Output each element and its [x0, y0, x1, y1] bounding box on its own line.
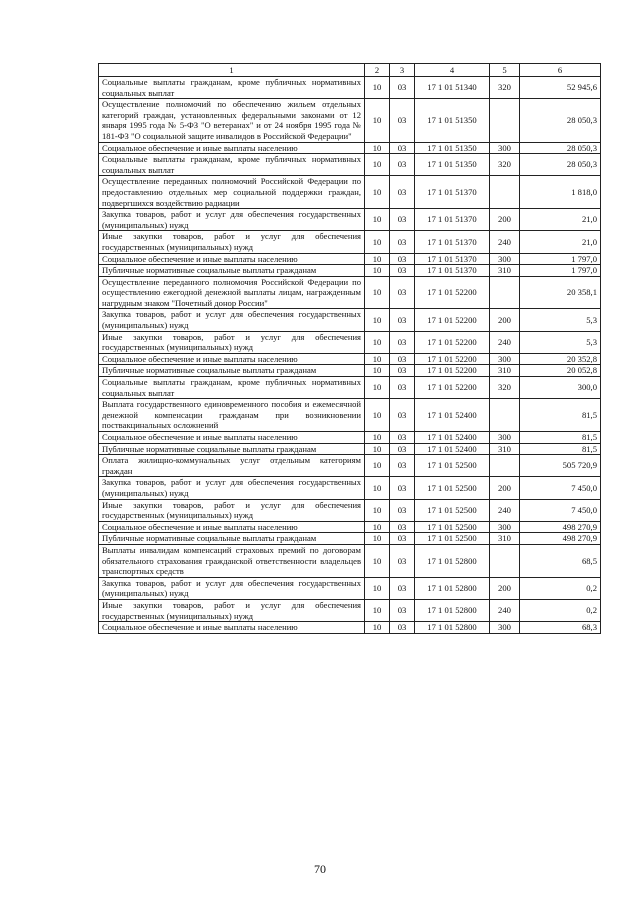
row-target-article: 17 1 01 52400 [415, 432, 490, 444]
header-row [99, 64, 601, 77]
row-subsection: 03 [390, 399, 415, 432]
row-target-article: 17 1 01 52200 [415, 377, 490, 399]
row-target-article: 17 1 01 52500 [415, 533, 490, 545]
table-row [99, 544, 601, 577]
table-header [99, 64, 601, 77]
table-row [99, 353, 601, 365]
row-name: Закупка товаров, работ и услуг для обеспечения государственных (муниципальных) нужд [99, 477, 365, 499]
row-target-article: 17 1 01 52500 [415, 455, 490, 477]
row-name: Социальное обеспечение и иные выплаты населению [99, 353, 365, 365]
row-target-article: 17 1 01 52200 [415, 309, 490, 331]
row-subsection: 03 [390, 365, 415, 377]
row-amount: 7 450,0 [520, 477, 601, 499]
table-row [99, 477, 601, 499]
row-amount: 21,0 [520, 209, 601, 231]
row-target-article: 17 1 01 51370 [415, 253, 490, 265]
table-row [99, 154, 601, 176]
table-row [99, 622, 601, 634]
table-row [99, 209, 601, 231]
row-expense-type [490, 544, 520, 577]
row-amount: 7 450,0 [520, 499, 601, 521]
header-col-section: 2 [365, 64, 390, 77]
header-col-name: 1 [99, 64, 365, 77]
row-subsection: 03 [390, 276, 415, 309]
table-row [99, 142, 601, 154]
row-section: 10 [365, 599, 390, 621]
row-name: Закупка товаров, работ и услуг для обеспечения государственных (муниципальных) нужд [99, 309, 365, 331]
table-row [99, 231, 601, 253]
row-subsection: 03 [390, 432, 415, 444]
row-subsection: 03 [390, 577, 415, 599]
row-amount: 5,3 [520, 331, 601, 353]
table-row [99, 443, 601, 455]
table-row [99, 533, 601, 545]
row-target-article: 17 1 01 52800 [415, 599, 490, 621]
row-name: Закупка товаров, работ и услуг для обеспечения государственных (муниципальных) нужд [99, 209, 365, 231]
row-amount: 52 945,6 [520, 77, 601, 99]
row-target-article: 17 1 01 52500 [415, 499, 490, 521]
row-target-article: 17 1 01 51340 [415, 77, 490, 99]
row-section: 10 [365, 99, 390, 142]
row-name: Социальное обеспечение и иные выплаты населению [99, 142, 365, 154]
row-subsection: 03 [390, 265, 415, 277]
table-row [99, 399, 601, 432]
row-section: 10 [365, 432, 390, 444]
row-expense-type: 310 [490, 533, 520, 545]
row-section: 10 [365, 365, 390, 377]
row-target-article: 17 1 01 51370 [415, 176, 490, 209]
budget-table [98, 63, 601, 634]
table-row [99, 253, 601, 265]
row-name: Социальное обеспечение и иные выплаты населению [99, 432, 365, 444]
row-name: Выплаты инвалидам компенсаций страховых премий по договорам обязательного страхования гражданской ответственности владельцев транспортных средств [99, 544, 365, 577]
row-section: 10 [365, 477, 390, 499]
row-name: Осуществление переданного полномочия Российской Федерации по осуществлению ежегодной денежной выплаты лицам, награжденным нагрудным знаком "Почетный донор России" [99, 276, 365, 309]
row-expense-type: 240 [490, 331, 520, 353]
row-name: Выплата государственного единовременного пособия и ежемесячной денежной компенсации гражданам при возникновении поствакцинальных осложнений [99, 399, 365, 432]
row-subsection: 03 [390, 622, 415, 634]
row-expense-type: 300 [490, 432, 520, 444]
row-target-article: 17 1 01 52800 [415, 622, 490, 634]
row-target-article: 17 1 01 51370 [415, 209, 490, 231]
table-row [99, 432, 601, 444]
row-subsection: 03 [390, 231, 415, 253]
row-target-article: 17 1 01 51370 [415, 231, 490, 253]
row-subsection: 03 [390, 331, 415, 353]
row-amount: 1 797,0 [520, 265, 601, 277]
table-row [99, 455, 601, 477]
row-target-article: 17 1 01 51370 [415, 265, 490, 277]
row-expense-type: 300 [490, 622, 520, 634]
row-subsection: 03 [390, 142, 415, 154]
row-amount: 20 358,1 [520, 276, 601, 309]
row-amount: 1 797,0 [520, 253, 601, 265]
row-target-article: 17 1 01 52200 [415, 365, 490, 377]
row-name: Иные закупки товаров, работ и услуг для обеспечения государственных (муниципальных) нужд [99, 231, 365, 253]
row-section: 10 [365, 176, 390, 209]
table-body [99, 77, 601, 634]
row-subsection: 03 [390, 309, 415, 331]
row-section: 10 [365, 231, 390, 253]
row-expense-type: 300 [490, 253, 520, 265]
header-col-expense-type: 5 [490, 64, 520, 77]
table-row [99, 309, 601, 331]
row-target-article: 17 1 01 51350 [415, 142, 490, 154]
row-section: 10 [365, 142, 390, 154]
row-expense-type: 310 [490, 265, 520, 277]
row-amount: 81,5 [520, 443, 601, 455]
row-subsection: 03 [390, 377, 415, 399]
row-amount: 1 818,0 [520, 176, 601, 209]
row-name: Осуществление полномочий по обеспечению жильем отдельных категорий граждан, установленных федеральными законами от 12 января 1995 года № 5-ФЗ "О ветеранах" и от 24 ноября 1995 года № 181-ФЗ "О социальной защите инвалидов в Российской Федерации" [99, 99, 365, 142]
row-amount: 28 050,3 [520, 154, 601, 176]
row-section: 10 [365, 209, 390, 231]
row-amount: 21,0 [520, 231, 601, 253]
row-section: 10 [365, 399, 390, 432]
row-target-article: 17 1 01 52200 [415, 331, 490, 353]
row-section: 10 [365, 377, 390, 399]
row-section: 10 [365, 455, 390, 477]
row-expense-type: 200 [490, 577, 520, 599]
row-expense-type: 200 [490, 477, 520, 499]
row-amount: 28 050,3 [520, 99, 601, 142]
row-amount: 28 050,3 [520, 142, 601, 154]
row-subsection: 03 [390, 477, 415, 499]
row-name: Публичные нормативные социальные выплаты гражданам [99, 533, 365, 545]
row-section: 10 [365, 309, 390, 331]
row-name: Оплата жилищно-коммунальных услуг отдельным категориям граждан [99, 455, 365, 477]
row-target-article: 17 1 01 52500 [415, 521, 490, 533]
row-expense-type: 240 [490, 231, 520, 253]
table-row [99, 599, 601, 621]
row-expense-type: 240 [490, 599, 520, 621]
row-section: 10 [365, 544, 390, 577]
row-name: Закупка товаров, работ и услуг для обеспечения государственных (муниципальных) нужд [99, 577, 365, 599]
row-amount: 5,3 [520, 309, 601, 331]
row-target-article: 17 1 01 52400 [415, 399, 490, 432]
row-expense-type [490, 276, 520, 309]
row-amount: 498 270,9 [520, 521, 601, 533]
row-name: Социальное обеспечение и иные выплаты населению [99, 622, 365, 634]
row-name: Иные закупки товаров, работ и услуг для обеспечения государственных (муниципальных) нужд [99, 499, 365, 521]
header-col-amount: 6 [520, 64, 601, 77]
row-amount: 20 352,8 [520, 353, 601, 365]
row-expense-type: 200 [490, 209, 520, 231]
row-name: Публичные нормативные социальные выплаты гражданам [99, 443, 365, 455]
row-target-article: 17 1 01 52800 [415, 577, 490, 599]
row-target-article: 17 1 01 52500 [415, 477, 490, 499]
row-expense-type [490, 99, 520, 142]
header-col-subsection: 3 [390, 64, 415, 77]
page-number: 70 [314, 862, 326, 876]
row-name: Осуществление переданных полномочий Российской Федерации по предоставлению отдельных мер социальной поддержки граждан, подвергшихся воздействию радиации [99, 176, 365, 209]
header-col-target-article: 4 [415, 64, 490, 77]
row-section: 10 [365, 77, 390, 99]
table-row [99, 77, 601, 99]
row-name: Иные закупки товаров, работ и услуг для обеспечения государственных (муниципальных) нужд [99, 599, 365, 621]
row-expense-type: 320 [490, 77, 520, 99]
row-target-article: 17 1 01 52400 [415, 443, 490, 455]
row-expense-type: 310 [490, 443, 520, 455]
row-section: 10 [365, 521, 390, 533]
row-amount: 81,5 [520, 399, 601, 432]
row-target-article: 17 1 01 52200 [415, 353, 490, 365]
row-subsection: 03 [390, 154, 415, 176]
row-target-article: 17 1 01 52200 [415, 276, 490, 309]
row-expense-type: 300 [490, 142, 520, 154]
row-name: Иные закупки товаров, работ и услуг для обеспечения государственных (муниципальных) нужд [99, 331, 365, 353]
row-name: Социальные выплаты гражданам, кроме публичных нормативных социальных выплат [99, 377, 365, 399]
row-section: 10 [365, 154, 390, 176]
row-amount: 0,2 [520, 577, 601, 599]
row-subsection: 03 [390, 209, 415, 231]
row-amount: 300,0 [520, 377, 601, 399]
row-amount: 68,3 [520, 622, 601, 634]
row-expense-type: 300 [490, 353, 520, 365]
row-target-article: 17 1 01 51350 [415, 154, 490, 176]
row-subsection: 03 [390, 544, 415, 577]
table-row [99, 377, 601, 399]
table-row [99, 265, 601, 277]
row-subsection: 03 [390, 176, 415, 209]
row-amount: 20 052,8 [520, 365, 601, 377]
row-name: Социальные выплаты гражданам, кроме публичных нормативных социальных выплат [99, 154, 365, 176]
row-amount: 505 720,9 [520, 455, 601, 477]
table-row [99, 276, 601, 309]
row-section: 10 [365, 265, 390, 277]
row-expense-type: 300 [490, 521, 520, 533]
row-subsection: 03 [390, 443, 415, 455]
row-target-article: 17 1 01 51350 [415, 99, 490, 142]
row-expense-type: 240 [490, 499, 520, 521]
row-subsection: 03 [390, 77, 415, 99]
row-section: 10 [365, 577, 390, 599]
row-section: 10 [365, 499, 390, 521]
row-target-article: 17 1 01 52800 [415, 544, 490, 577]
row-amount: 0,2 [520, 599, 601, 621]
row-expense-type: 320 [490, 154, 520, 176]
row-subsection: 03 [390, 499, 415, 521]
row-section: 10 [365, 622, 390, 634]
row-name: Публичные нормативные социальные выплаты гражданам [99, 265, 365, 277]
row-expense-type: 310 [490, 365, 520, 377]
row-section: 10 [365, 443, 390, 455]
row-subsection: 03 [390, 599, 415, 621]
row-subsection: 03 [390, 99, 415, 142]
row-subsection: 03 [390, 353, 415, 365]
table-row [99, 521, 601, 533]
row-section: 10 [365, 331, 390, 353]
row-subsection: 03 [390, 521, 415, 533]
row-name: Публичные нормативные социальные выплаты гражданам [99, 365, 365, 377]
table-row [99, 499, 601, 521]
table-row [99, 99, 601, 142]
table-row [99, 365, 601, 377]
row-subsection: 03 [390, 455, 415, 477]
row-expense-type [490, 455, 520, 477]
table-row [99, 577, 601, 599]
row-name: Социальное обеспечение и иные выплаты населению [99, 521, 365, 533]
row-expense-type: 200 [490, 309, 520, 331]
row-expense-type [490, 399, 520, 432]
row-section: 10 [365, 276, 390, 309]
row-amount: 498 270,9 [520, 533, 601, 545]
row-name: Социальное обеспечение и иные выплаты населению [99, 253, 365, 265]
row-section: 10 [365, 533, 390, 545]
row-amount: 81,5 [520, 432, 601, 444]
row-name: Социальные выплаты гражданам, кроме публичных нормативных социальных выплат [99, 77, 365, 99]
table-row [99, 331, 601, 353]
row-expense-type: 320 [490, 377, 520, 399]
row-section: 10 [365, 253, 390, 265]
row-subsection: 03 [390, 533, 415, 545]
row-section: 10 [365, 353, 390, 365]
row-expense-type [490, 176, 520, 209]
row-subsection: 03 [390, 253, 415, 265]
row-amount: 68,5 [520, 544, 601, 577]
table-row [99, 176, 601, 209]
